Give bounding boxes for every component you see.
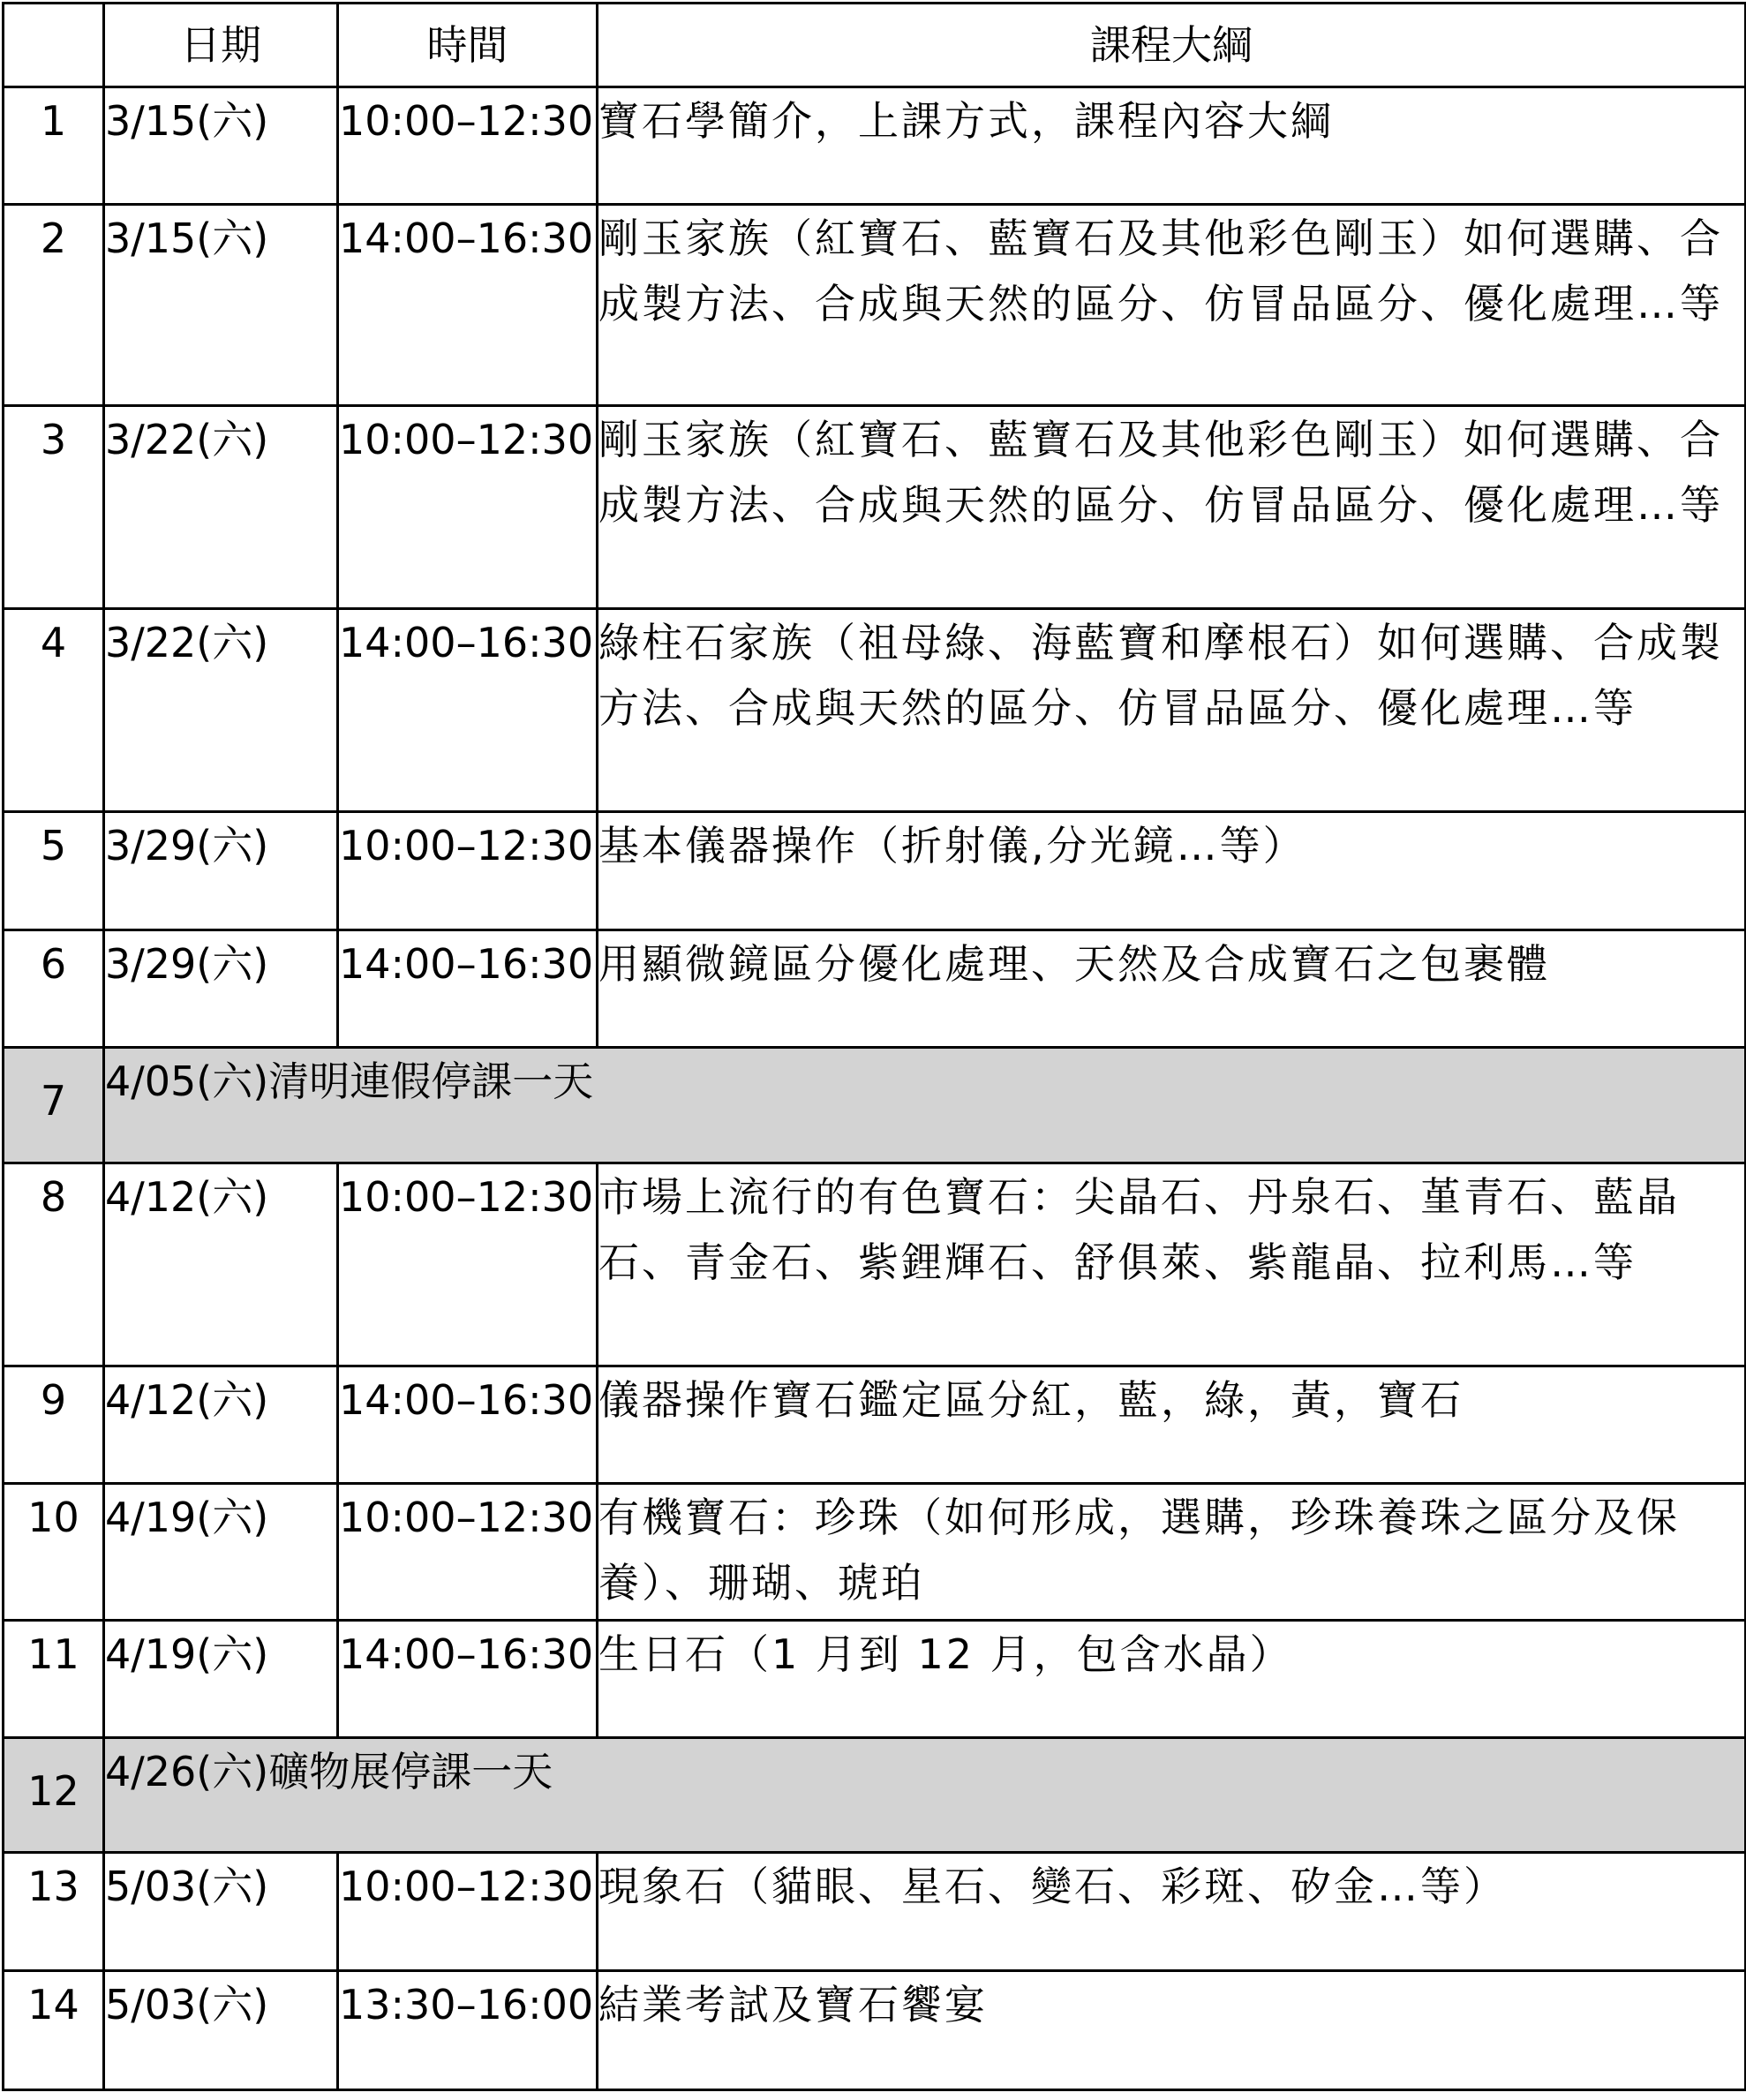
row-outline: 結業考試及寶石饗宴 (598, 1971, 1746, 2090)
row-time: 10:00–12:30 (338, 1853, 598, 1971)
table-row (4, 406, 1746, 609)
row-number: 3 (4, 406, 104, 609)
row-outline: 基本儀器操作（折射儀,分光鏡…等） (598, 812, 1746, 930)
row-time: 14:00–16:30 (338, 609, 598, 812)
row-date: 3/29(六) (104, 930, 338, 1048)
row-date: 3/29(六) (104, 812, 338, 930)
row-number: 2 (4, 205, 104, 406)
table-row (4, 87, 1746, 205)
row-date: 5/03(六) (104, 1971, 338, 2090)
table-row (4, 1621, 1746, 1738)
table-row (4, 1971, 1746, 2090)
row-date: 4/19(六) (104, 1484, 338, 1621)
row-time: 10:00–12:30 (338, 87, 598, 205)
row-date: 5/03(六) (104, 1853, 338, 1971)
row-time: 10:00–12:30 (338, 1163, 598, 1366)
row-number: 9 (4, 1366, 104, 1484)
row-outline: 剛玉家族（紅寶石、藍寶石及其他彩色剛玉）如何選購、合成製方法、合成與天然的區分、仿冒品區分、優化處理…等 (598, 205, 1746, 406)
table-row (4, 1366, 1746, 1484)
row-date: 4/19(六) (104, 1621, 338, 1738)
row-date: 4/12(六) (104, 1163, 338, 1366)
course-schedule-table (2, 2, 1746, 2091)
row-outline: 生日石（1 月到 12 月，包含水晶） (598, 1621, 1746, 1738)
table-row (4, 1163, 1746, 1366)
row-outline: 市場上流行的有色寶石：尖晶石、丹泉石、堇青石、藍晶石、青金石、紫鋰輝石、舒俱萊、紫龍晶、拉利馬…等 (598, 1163, 1746, 1366)
row-number: 5 (4, 812, 104, 930)
row-outline: 剛玉家族（紅寶石、藍寶石及其他彩色剛玉）如何選購、合成製方法、合成與天然的區分、仿冒品區分、優化處理…等 (598, 406, 1746, 609)
row-date: 3/15(六) (104, 87, 338, 205)
row-number: 7 (4, 1048, 104, 1163)
row-time: 10:00–12:30 (338, 812, 598, 930)
row-date: 3/22(六) (104, 609, 338, 812)
row-number: 4 (4, 609, 104, 812)
row-time: 10:00–12:30 (338, 406, 598, 609)
row-time: 14:00–16:30 (338, 205, 598, 406)
row-number: 14 (4, 1971, 104, 2090)
row-holiday-note: 4/26(六)礦物展停課一天 (104, 1738, 1746, 1853)
row-outline: 儀器操作寶石鑑定區分紅，藍，綠，黃，寶石 (598, 1366, 1746, 1484)
row-outline: 有機寶石：珍珠（如何形成，選購，珍珠養珠之區分及保養）、珊瑚、琥珀 (598, 1484, 1746, 1621)
row-date: 4/12(六) (104, 1366, 338, 1484)
table-row-holiday (4, 1738, 1746, 1853)
row-date: 3/15(六) (104, 205, 338, 406)
row-time: 10:00–12:30 (338, 1484, 598, 1621)
row-number: 12 (4, 1738, 104, 1853)
header-number (4, 4, 104, 87)
table-row (4, 1484, 1746, 1621)
row-outline: 寶石學簡介，上課方式，課程內容大綱 (598, 87, 1746, 205)
row-number: 13 (4, 1853, 104, 1971)
table-row (4, 812, 1746, 930)
header-outline: 課程大綱 (598, 4, 1746, 87)
header-time: 時間 (338, 4, 598, 87)
table-row (4, 1853, 1746, 1971)
row-outline: 用顯微鏡區分優化處理、天然及合成寶石之包裹體 (598, 930, 1746, 1048)
table-row-holiday (4, 1048, 1746, 1163)
row-time: 13:30–16:00 (338, 1971, 598, 2090)
row-number: 8 (4, 1163, 104, 1366)
row-holiday-note: 4/05(六)清明連假停課一天 (104, 1048, 1746, 1163)
row-number: 10 (4, 1484, 104, 1621)
row-number: 1 (4, 87, 104, 205)
table-row (4, 205, 1746, 406)
row-number: 11 (4, 1621, 104, 1738)
row-number: 6 (4, 930, 104, 1048)
row-date: 3/22(六) (104, 406, 338, 609)
row-time: 14:00–16:30 (338, 1621, 598, 1738)
row-outline: 綠柱石家族（祖母綠、海藍寶和摩根石）如何選購、合成製方法、合成與天然的區分、仿冒品區分、優化處理…等 (598, 609, 1746, 812)
row-time: 14:00–16:30 (338, 1366, 598, 1484)
row-outline: 現象石（貓眼、星石、變石、彩斑、矽金…等） (598, 1853, 1746, 1971)
header-row (4, 4, 1746, 87)
header-date: 日期 (104, 4, 338, 87)
table-row (4, 609, 1746, 812)
row-time: 14:00–16:30 (338, 930, 598, 1048)
table-row (4, 930, 1746, 1048)
